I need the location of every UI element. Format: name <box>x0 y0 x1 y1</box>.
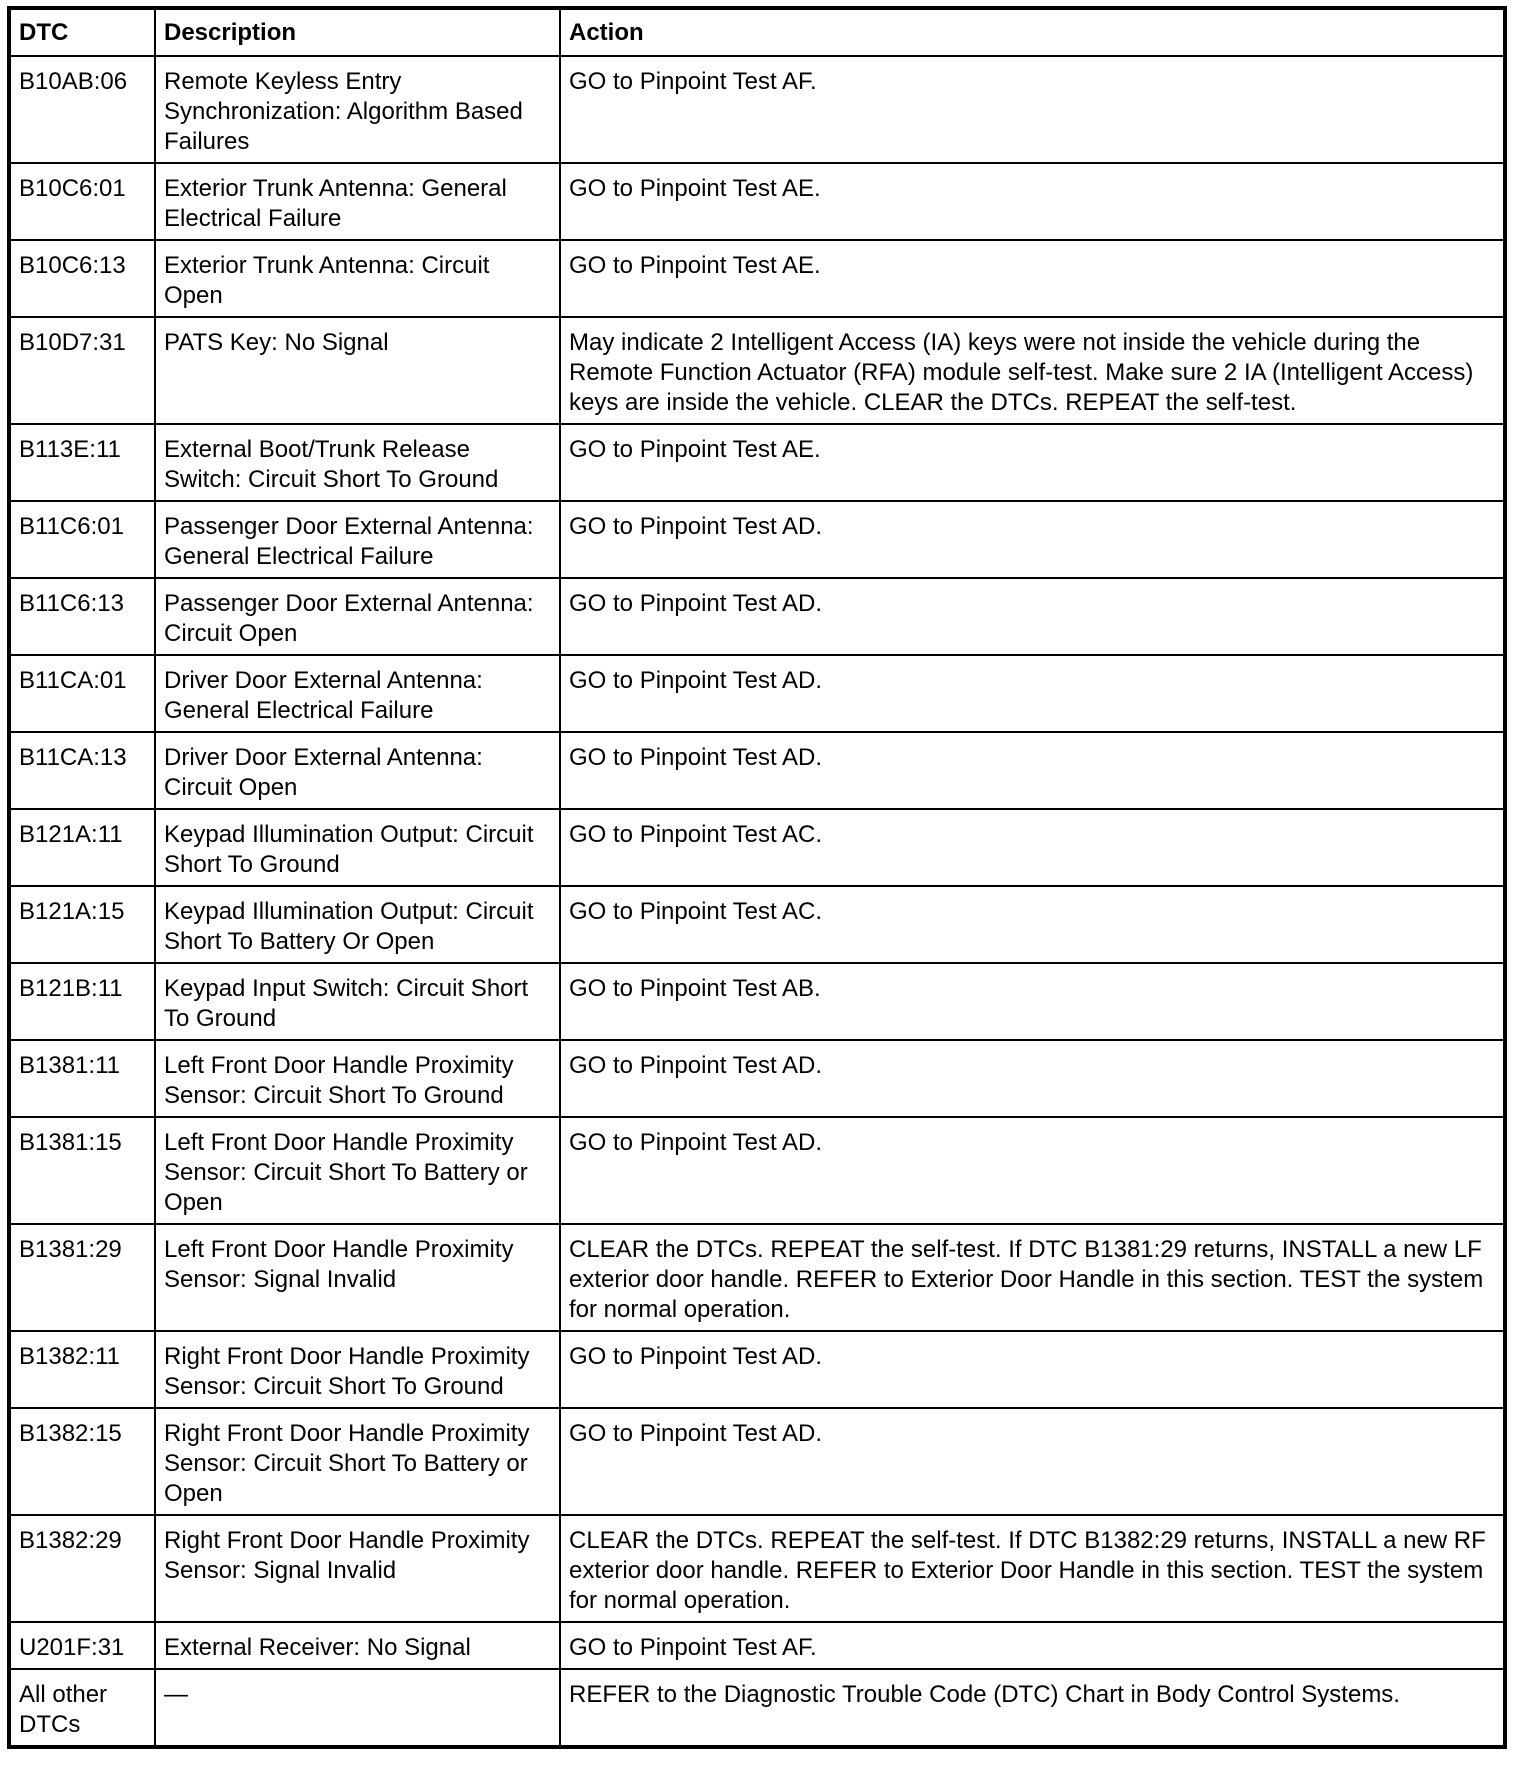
cell-dtc: B1382:11 <box>9 1331 155 1408</box>
table-row <box>9 1040 1505 1117</box>
cell-action: GO to Pinpoint Test AD. <box>560 655 1505 732</box>
table-row <box>9 1224 1505 1331</box>
cell-action: GO to Pinpoint Test AF. <box>560 1622 1505 1669</box>
cell-description: Right Front Door Handle Proximity Sensor: Signal Invalid <box>155 1515 560 1622</box>
table-row <box>9 163 1505 240</box>
cell-description: PATS Key: No Signal <box>155 317 560 424</box>
cell-description: Left Front Door Handle Proximity Sensor: Signal Invalid <box>155 1224 560 1331</box>
cell-dtc: All other DTCs <box>9 1669 155 1747</box>
table-row <box>9 1408 1505 1515</box>
cell-dtc: B11C6:13 <box>9 578 155 655</box>
cell-dtc: B121A:11 <box>9 809 155 886</box>
cell-description: Keypad Illumination Output: Circuit Short To Ground <box>155 809 560 886</box>
cell-description: External Receiver: No Signal <box>155 1622 560 1669</box>
cell-action: GO to Pinpoint Test AB. <box>560 963 1505 1040</box>
cell-action: GO to Pinpoint Test AD. <box>560 578 1505 655</box>
table-row <box>9 963 1505 1040</box>
cell-dtc: B1382:29 <box>9 1515 155 1622</box>
cell-action: GO to Pinpoint Test AC. <box>560 809 1505 886</box>
cell-dtc: B10C6:01 <box>9 163 155 240</box>
cell-action: CLEAR the DTCs. REPEAT the self-test. If DTC B1382:29 returns, INSTALL a new RF exterior door handle. REFER to Exterior Door Handle in this section. TEST the system for normal operation. <box>560 1515 1505 1622</box>
cell-description: Exterior Trunk Antenna: Circuit Open <box>155 240 560 317</box>
table-row <box>9 1669 1505 1747</box>
cell-description: Passenger Door External Antenna: Circuit Open <box>155 578 560 655</box>
cell-dtc: B10D7:31 <box>9 317 155 424</box>
cell-description: Left Front Door Handle Proximity Sensor: Circuit Short To Battery or Open <box>155 1117 560 1224</box>
table-row <box>9 501 1505 578</box>
cell-action: GO to Pinpoint Test AE. <box>560 240 1505 317</box>
table-row <box>9 886 1505 963</box>
cell-action: GO to Pinpoint Test AD. <box>560 732 1505 809</box>
cell-description: Right Front Door Handle Proximity Sensor: Circuit Short To Ground <box>155 1331 560 1408</box>
cell-dtc: B11CA:01 <box>9 655 155 732</box>
table-row <box>9 1622 1505 1669</box>
header-row <box>9 8 1505 56</box>
cell-dtc: B10C6:13 <box>9 240 155 317</box>
cell-description: Keypad Input Switch: Circuit Short To Ground <box>155 963 560 1040</box>
table-row <box>9 240 1505 317</box>
table-row <box>9 424 1505 501</box>
cell-action: REFER to the Diagnostic Trouble Code (DTC) Chart in Body Control Systems. <box>560 1669 1505 1747</box>
table-row <box>9 655 1505 732</box>
table-body <box>9 56 1505 1747</box>
cell-action: GO to Pinpoint Test AD. <box>560 1408 1505 1515</box>
cell-dtc: U201F:31 <box>9 1622 155 1669</box>
cell-dtc: B121A:15 <box>9 886 155 963</box>
header-dtc: DTC <box>9 8 155 56</box>
cell-dtc: B1381:15 <box>9 1117 155 1224</box>
table-row <box>9 1331 1505 1408</box>
table-header <box>9 8 1505 56</box>
cell-dtc: B1381:29 <box>9 1224 155 1331</box>
cell-description: Remote Keyless Entry Synchronization: Algorithm Based Failures <box>155 56 560 163</box>
table-row <box>9 732 1505 809</box>
cell-action: GO to Pinpoint Test AE. <box>560 163 1505 240</box>
cell-dtc: B113E:11 <box>9 424 155 501</box>
cell-action: GO to Pinpoint Test AE. <box>560 424 1505 501</box>
header-description: Description <box>155 8 560 56</box>
cell-description: Driver Door External Antenna: Circuit Open <box>155 732 560 809</box>
dtc-table <box>7 6 1507 1749</box>
header-action: Action <box>560 8 1505 56</box>
table-row <box>9 578 1505 655</box>
cell-action: GO to Pinpoint Test AC. <box>560 886 1505 963</box>
cell-description: Driver Door External Antenna: General Electrical Failure <box>155 655 560 732</box>
cell-description: Passenger Door External Antenna: General Electrical Failure <box>155 501 560 578</box>
table-row <box>9 809 1505 886</box>
cell-description: — <box>155 1669 560 1747</box>
cell-action: GO to Pinpoint Test AD. <box>560 501 1505 578</box>
cell-action: GO to Pinpoint Test AD. <box>560 1117 1505 1224</box>
table-row <box>9 56 1505 163</box>
cell-description: Exterior Trunk Antenna: General Electrical Failure <box>155 163 560 240</box>
cell-action: GO to Pinpoint Test AD. <box>560 1331 1505 1408</box>
table-row <box>9 1117 1505 1224</box>
cell-dtc: B1382:15 <box>9 1408 155 1515</box>
cell-dtc: B11CA:13 <box>9 732 155 809</box>
cell-dtc: B1381:11 <box>9 1040 155 1117</box>
cell-description: External Boot/Trunk Release Switch: Circuit Short To Ground <box>155 424 560 501</box>
cell-action: May indicate 2 Intelligent Access (IA) keys were not inside the vehicle during the Remote Function Actuator (RFA) module self-test. Make sure 2 IA (Intelligent Access) keys are inside the vehicle. CLEAR the DTCs. REPEAT the self-test. <box>560 317 1505 424</box>
cell-dtc: B11C6:01 <box>9 501 155 578</box>
cell-dtc: B121B:11 <box>9 963 155 1040</box>
cell-action: CLEAR the DTCs. REPEAT the self-test. If DTC B1381:29 returns, INSTALL a new LF exterior door handle. REFER to Exterior Door Handle in this section. TEST the system for normal operation. <box>560 1224 1505 1331</box>
cell-description: Keypad Illumination Output: Circuit Short To Battery Or Open <box>155 886 560 963</box>
table-row <box>9 1515 1505 1622</box>
cell-action: GO to Pinpoint Test AD. <box>560 1040 1505 1117</box>
cell-description: Left Front Door Handle Proximity Sensor: Circuit Short To Ground <box>155 1040 560 1117</box>
cell-description: Right Front Door Handle Proximity Sensor: Circuit Short To Battery or Open <box>155 1408 560 1515</box>
table-row <box>9 317 1505 424</box>
cell-dtc: B10AB:06 <box>9 56 155 163</box>
cell-action: GO to Pinpoint Test AF. <box>560 56 1505 163</box>
